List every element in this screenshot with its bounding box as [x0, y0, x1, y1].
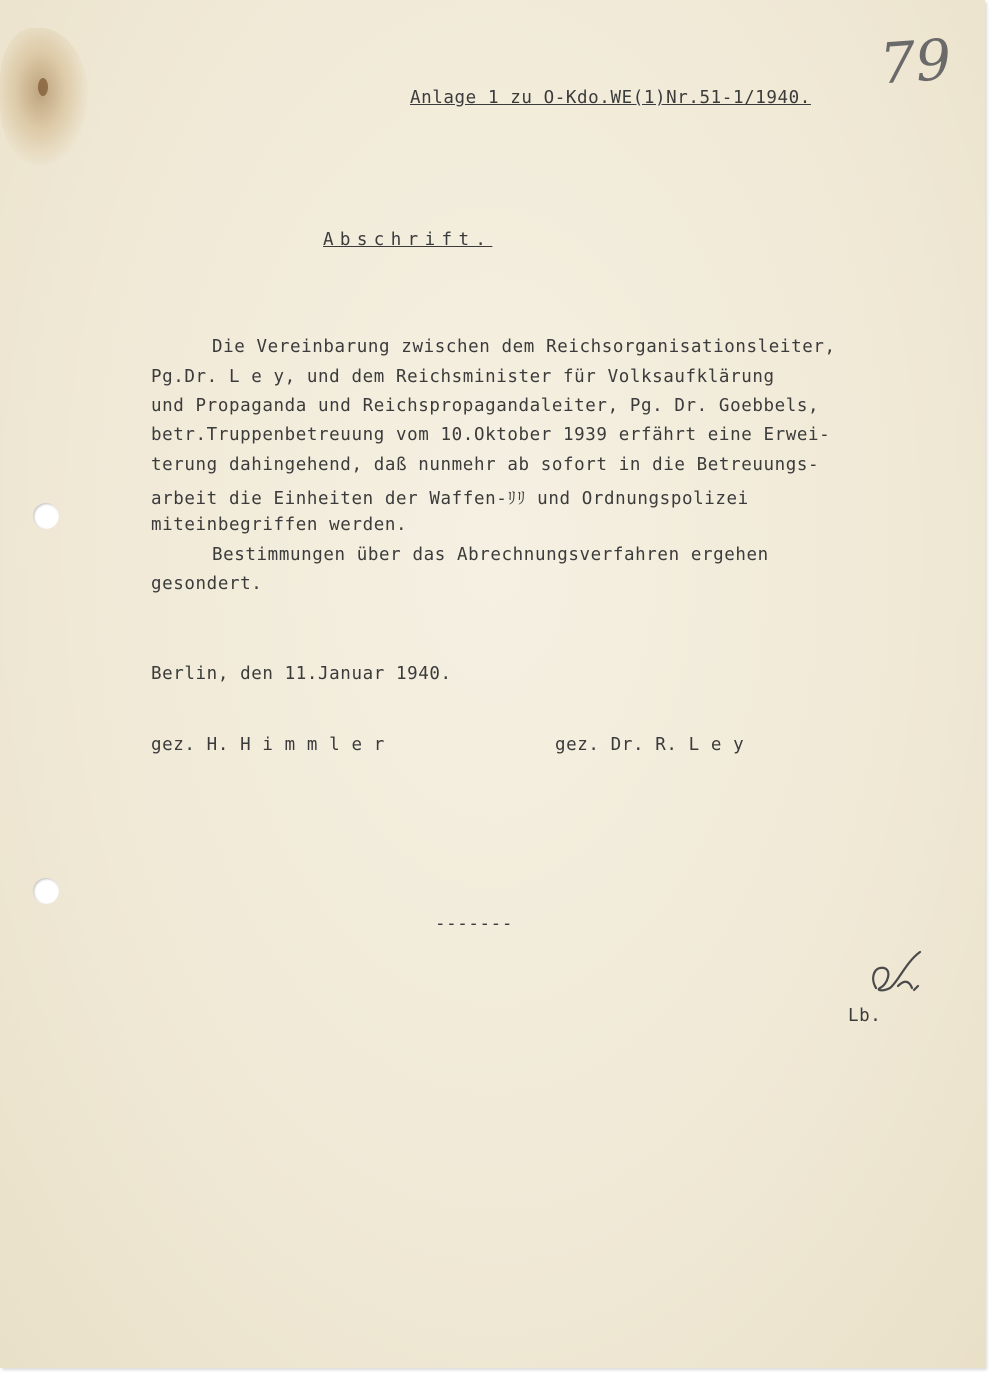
paragraph-1-line-2: Pg.Dr. L e y, und dem Reichsminister für Volksaufklärung [151, 367, 775, 387]
paragraph-2-line-2: gesondert. [151, 574, 263, 594]
burn-stain [0, 28, 90, 168]
folio-number: 79 [877, 27, 954, 98]
paragraph-1-line-6: arbeit die Einheiten der Waffen-ﾘﾘ und Ordnungspolizei [151, 489, 749, 509]
burn-stain-core [38, 78, 48, 96]
paragraph-1-line-5: terung dahingehend, daß nunmehr ab sofort in die Betreuungs- [151, 455, 820, 475]
signature-himmler: gez. H. H i m m l e r [151, 735, 385, 755]
typist-initials: Lb. [848, 1006, 882, 1026]
document-reference: Anlage 1 zu O-Kdo.WE(1)Nr.51-1/1940. [410, 88, 811, 108]
paragraph-1-line-4: betr.Truppenbetreuung vom 10.Oktober 1939 erfährt eine Erwei- [151, 425, 831, 445]
document-heading: Abschrift. [323, 230, 493, 250]
paragraph-1-line-1: Die Vereinbarung zwischen dem Reichsorganisationsleiter, [212, 337, 836, 357]
signature-ley: gez. Dr. R. L e y [555, 735, 745, 755]
place-date: Berlin, den 11.Januar 1940. [151, 664, 452, 684]
paragraph-1-line-7: miteinbegriffen werden. [151, 515, 408, 535]
punch-hole-lower [33, 878, 59, 904]
paragraph-2-line-1: Bestimmungen über das Abrechnungsverfahren ergehen [212, 545, 769, 565]
punch-hole-upper [33, 503, 59, 529]
handwritten-initials-mark [862, 948, 928, 1004]
paragraph-1-line-3: und Propaganda und Reichspropagandaleiter, Pg. Dr. Goebbels, [151, 396, 820, 416]
closing-divider: ------- [435, 914, 513, 934]
